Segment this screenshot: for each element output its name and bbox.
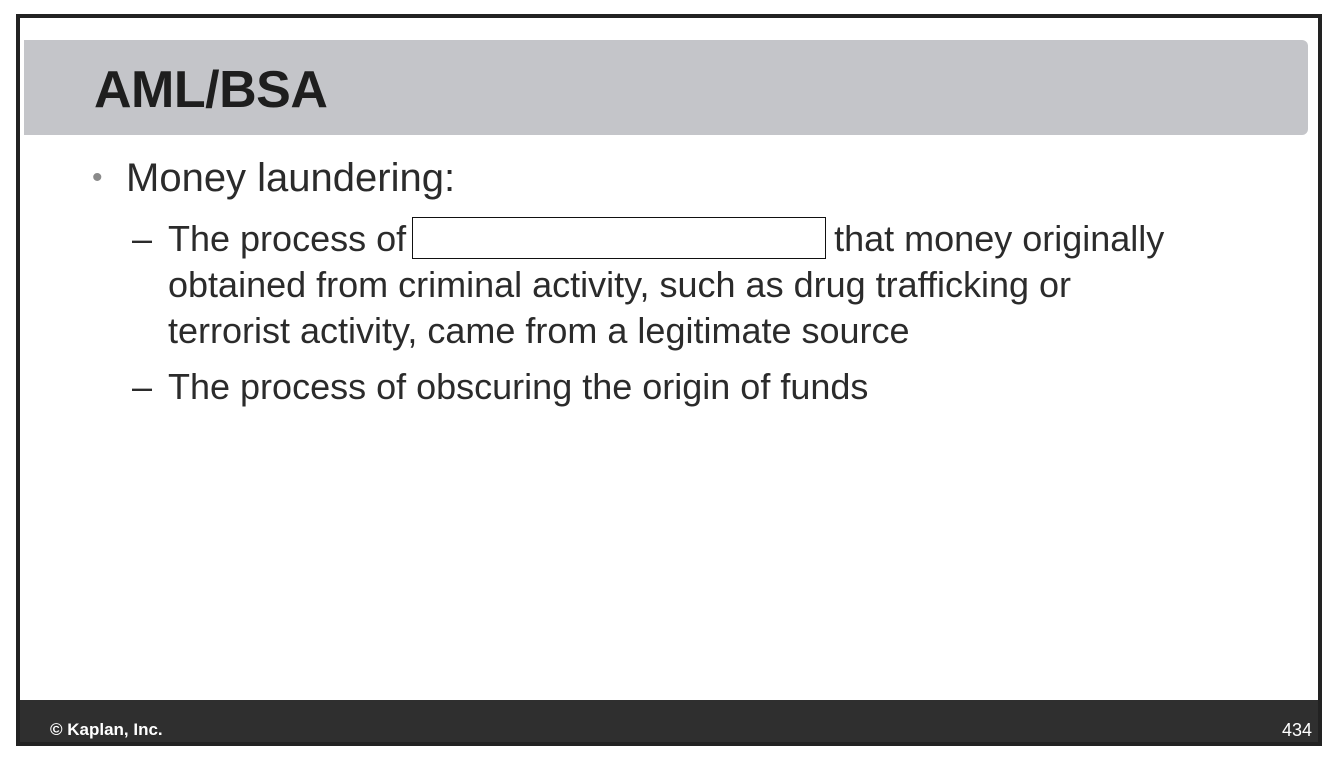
copyright-text: © Kaplan, Inc.	[50, 720, 163, 739]
sub-item-text: The process of obscuring the origin of funds	[168, 366, 869, 407]
title-bar	[24, 40, 1308, 135]
sub-item-text	[168, 216, 1164, 354]
sub-item-line-2: obtained from criminal activity, such as drug trafficking or	[168, 264, 1072, 305]
footer-bar	[20, 700, 1318, 742]
page-number: 434	[1281, 720, 1312, 740]
bullet-text: Money laundering:	[126, 156, 456, 200]
dash-marker: –	[132, 366, 153, 407]
sub-item-line-3: terrorist activity, came from a legitimate source	[168, 310, 910, 351]
dash-marker: –	[132, 218, 153, 259]
sub-item-line-1	[168, 216, 1164, 262]
bullet-item	[92, 156, 455, 201]
slide	[16, 14, 1322, 746]
line1-before: The process of	[168, 218, 407, 259]
line1-after: that money originally	[834, 218, 1165, 259]
fill-in-blank[interactable]	[412, 217, 826, 259]
slide-title: AML/BSA	[94, 61, 328, 119]
bullet-marker: •	[92, 161, 103, 194]
